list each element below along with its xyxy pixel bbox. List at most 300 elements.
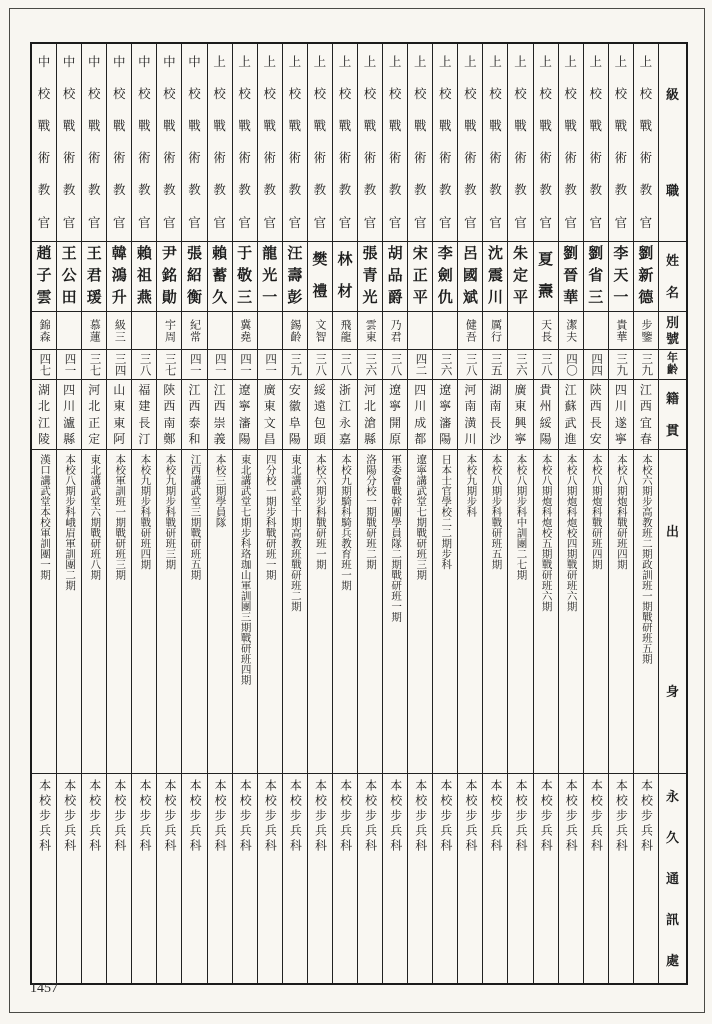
native-place-value: 陝 西 長 安 bbox=[589, 383, 602, 446]
origin-cell bbox=[534, 450, 558, 774]
alias-cell bbox=[433, 312, 457, 350]
header-alias-cell bbox=[659, 312, 686, 350]
alias-value: 錦森 bbox=[38, 318, 51, 343]
alias-value: 健吾 bbox=[464, 318, 477, 343]
age-value: 三九 bbox=[615, 353, 628, 376]
name-value: 尹 銘 勛 bbox=[161, 246, 177, 306]
age-cell bbox=[308, 350, 332, 380]
rank-value: 上 校 戰 術 教 官 bbox=[213, 54, 226, 230]
native-place-cell bbox=[559, 380, 583, 450]
origin-cell bbox=[208, 450, 232, 774]
person-column bbox=[207, 44, 232, 983]
rank-cell bbox=[258, 44, 282, 242]
address-value: 本校步兵科 bbox=[288, 779, 303, 854]
address-cell bbox=[333, 774, 357, 983]
rank-cell bbox=[634, 44, 658, 242]
alias-cell bbox=[584, 312, 608, 350]
origin-cell bbox=[333, 450, 357, 774]
alias-cell bbox=[634, 312, 658, 350]
native-place-value: 江 蘇 武 進 bbox=[564, 383, 577, 446]
name-cell bbox=[408, 242, 432, 312]
name-cell bbox=[308, 242, 332, 312]
age-value: 三七 bbox=[88, 353, 101, 376]
rank-cell bbox=[233, 44, 257, 242]
native-place-value: 廣 東 文 昌 bbox=[263, 383, 276, 446]
origin-value: 本校六期步高教班二期政訓班一期戰研班五期 bbox=[640, 454, 652, 664]
age-cell bbox=[258, 350, 282, 380]
native-place-cell bbox=[258, 380, 282, 450]
native-place-value: 四 川 遂 寧 bbox=[614, 383, 627, 446]
age-value: 四一 bbox=[188, 353, 201, 376]
header-name-cell bbox=[659, 242, 686, 312]
alias-value: 天長 bbox=[539, 318, 552, 343]
address-cell bbox=[358, 774, 382, 983]
alias-value: 紀常 bbox=[188, 318, 201, 343]
address-value: 本校步兵科 bbox=[87, 779, 102, 854]
age-value: 三八 bbox=[138, 353, 151, 376]
native-place-value: 河 南 潢 川 bbox=[464, 383, 477, 446]
origin-cell bbox=[383, 450, 407, 774]
name-cell bbox=[508, 242, 532, 312]
header-origin-cell bbox=[659, 450, 686, 774]
native-place-cell bbox=[208, 380, 232, 450]
origin-cell bbox=[57, 450, 81, 774]
age-cell bbox=[132, 350, 156, 380]
rank-value: 中 校 戰 術 教 官 bbox=[138, 54, 151, 230]
person-column bbox=[131, 44, 156, 983]
address-cell bbox=[258, 774, 282, 983]
native-place-cell bbox=[634, 380, 658, 450]
age-value: 三六 bbox=[364, 353, 377, 376]
name-cell bbox=[609, 242, 633, 312]
address-value: 本校步兵科 bbox=[388, 779, 403, 854]
name-cell bbox=[634, 242, 658, 312]
person-column bbox=[106, 44, 131, 983]
origin-value: 本校九期步科戰研班四期 bbox=[139, 454, 151, 570]
person-column bbox=[332, 44, 357, 983]
name-value: 沈 震 川 bbox=[487, 246, 503, 306]
origin-value: 本校九期步科 bbox=[465, 454, 477, 517]
native-place-cell bbox=[609, 380, 633, 450]
rank-cell bbox=[157, 44, 181, 242]
name-cell bbox=[534, 242, 558, 312]
native-place-value: 安 徽 阜 陽 bbox=[288, 383, 301, 446]
alias-cell bbox=[283, 312, 307, 350]
age-value: 三五 bbox=[489, 353, 502, 376]
rank-value: 中 校 戰 術 教 官 bbox=[113, 54, 126, 230]
rank-cell bbox=[383, 44, 407, 242]
person-column bbox=[633, 44, 658, 983]
origin-value: 本校九期騎科騎兵教育班一期 bbox=[339, 454, 351, 591]
person-column bbox=[482, 44, 507, 983]
age-cell bbox=[383, 350, 407, 380]
alias-cell bbox=[182, 312, 206, 350]
age-cell bbox=[508, 350, 532, 380]
age-cell bbox=[107, 350, 131, 380]
address-value: 本校步兵科 bbox=[639, 779, 654, 854]
address-value: 本校步兵科 bbox=[489, 779, 504, 854]
rank-value: 上 校 戰 術 教 官 bbox=[313, 54, 327, 230]
native-place-cell bbox=[157, 380, 181, 450]
origin-value: 日本士官學校二二期步科 bbox=[440, 454, 452, 570]
alias-cell bbox=[157, 312, 181, 350]
address-value: 本校步兵科 bbox=[539, 779, 554, 854]
native-place-cell bbox=[333, 380, 357, 450]
age-cell bbox=[408, 350, 432, 380]
address-cell bbox=[233, 774, 257, 983]
rank-cell bbox=[433, 44, 457, 242]
origin-value: 本校六期步科戰研班一期 bbox=[314, 454, 326, 570]
origin-cell bbox=[609, 450, 633, 774]
address-cell bbox=[283, 774, 307, 983]
address-value: 本校步兵科 bbox=[137, 779, 152, 854]
origin-value: 軍委會戰幹團學員隊二期戰研班一期 bbox=[390, 454, 402, 622]
header-age-label: 年 齡 bbox=[666, 351, 678, 377]
roster-table bbox=[30, 42, 688, 985]
alias-value: 錫齡 bbox=[288, 318, 301, 343]
name-value: 胡 品 爵 bbox=[387, 246, 403, 306]
alias-cell bbox=[383, 312, 407, 350]
origin-value: 本校八期炮科戰研班四期 bbox=[590, 454, 602, 570]
rank-value: 中 校 戰 術 教 官 bbox=[188, 54, 201, 230]
person-column bbox=[457, 44, 482, 983]
name-cell bbox=[208, 242, 232, 312]
rank-cell bbox=[559, 44, 583, 242]
alias-cell bbox=[609, 312, 633, 350]
alias-value: 慕蓮 bbox=[88, 318, 101, 343]
alias-cell bbox=[32, 312, 56, 350]
native-place-cell bbox=[483, 380, 507, 450]
address-value: 本校步兵科 bbox=[62, 779, 77, 854]
name-value: 朱 定 平 bbox=[513, 246, 529, 306]
person-column bbox=[257, 44, 282, 983]
origin-value: 漢口講武堂本校軍訓團一期 bbox=[39, 454, 51, 580]
address-cell bbox=[308, 774, 332, 983]
name-cell bbox=[584, 242, 608, 312]
rank-cell bbox=[132, 44, 156, 242]
age-value: 四七 bbox=[38, 353, 51, 376]
age-cell bbox=[32, 350, 56, 380]
address-cell bbox=[107, 774, 131, 983]
native-place-value: 遼 寧 開 原 bbox=[389, 383, 402, 446]
age-cell bbox=[609, 350, 633, 380]
header-address-cell bbox=[659, 774, 686, 983]
native-place-cell bbox=[32, 380, 56, 450]
origin-value: 本校八期炮科炮校四期戰研班六期 bbox=[565, 454, 577, 612]
origin-value: 洛陽分校一期戰研班二期 bbox=[365, 454, 377, 570]
name-value: 呂 國 斌 bbox=[462, 246, 478, 306]
address-value: 本校步兵科 bbox=[589, 779, 604, 854]
rank-value: 中 校 戰 術 教 官 bbox=[163, 54, 176, 230]
name-value: 宋 正 平 bbox=[412, 246, 428, 306]
address-cell bbox=[157, 774, 181, 983]
alias-cell bbox=[483, 312, 507, 350]
rank-value: 上 校 戰 術 教 官 bbox=[514, 54, 527, 230]
age-value: 三八 bbox=[464, 353, 477, 376]
age-cell bbox=[634, 350, 658, 380]
address-value: 本校步兵科 bbox=[614, 779, 629, 854]
native-place-cell bbox=[132, 380, 156, 450]
origin-cell bbox=[157, 450, 181, 774]
age-cell bbox=[433, 350, 457, 380]
age-value: 四一 bbox=[213, 353, 226, 376]
origin-value: 東北講武堂六期戰研班八期 bbox=[89, 454, 101, 580]
age-cell bbox=[483, 350, 507, 380]
rank-cell bbox=[408, 44, 432, 242]
name-value: 樊 禮 bbox=[312, 251, 328, 301]
native-place-value: 貴 州 綏 陽 bbox=[539, 383, 552, 446]
native-place-cell bbox=[182, 380, 206, 450]
origin-cell bbox=[32, 450, 56, 774]
address-value: 本校步兵科 bbox=[37, 779, 52, 854]
name-cell bbox=[559, 242, 583, 312]
origin-cell bbox=[559, 450, 583, 774]
name-value: 李 天 一 bbox=[613, 246, 629, 306]
table-header-column bbox=[658, 44, 686, 983]
native-place-cell bbox=[383, 380, 407, 450]
alias-value: 雲東 bbox=[364, 318, 377, 343]
address-cell bbox=[559, 774, 583, 983]
origin-cell bbox=[107, 450, 131, 774]
alias-value: 宇周 bbox=[163, 318, 176, 343]
address-cell bbox=[508, 774, 532, 983]
address-value: 本校步兵科 bbox=[438, 779, 453, 854]
alias-value: 步鑒 bbox=[639, 318, 652, 343]
rank-value: 上 校 戰 術 教 官 bbox=[589, 54, 603, 230]
origin-value: 遼寧講武堂七期戰研班三期 bbox=[415, 454, 427, 580]
address-cell bbox=[57, 774, 81, 983]
alias-value: 潔夫 bbox=[564, 318, 577, 343]
alias-cell bbox=[82, 312, 106, 350]
age-cell bbox=[559, 350, 583, 380]
native-place-value: 遼 寧 瀋 陽 bbox=[439, 383, 452, 446]
person-column bbox=[156, 44, 181, 983]
rank-cell bbox=[534, 44, 558, 242]
age-value: 三八 bbox=[389, 353, 402, 376]
name-cell bbox=[57, 242, 81, 312]
person-column bbox=[407, 44, 432, 983]
origin-value: 本校軍訓班一期戰研班三期 bbox=[114, 454, 126, 580]
age-cell bbox=[534, 350, 558, 380]
native-place-cell bbox=[508, 380, 532, 450]
address-cell bbox=[82, 774, 106, 983]
header-native-label: 籍 貫 bbox=[665, 390, 679, 439]
name-value: 張 青 光 bbox=[362, 246, 378, 306]
name-cell bbox=[32, 242, 56, 312]
alias-value: 貴華 bbox=[614, 318, 627, 343]
address-value: 本校步兵科 bbox=[413, 779, 428, 854]
name-cell bbox=[233, 242, 257, 312]
person-column bbox=[357, 44, 382, 983]
origin-value: 本校三期學員隊 bbox=[214, 454, 226, 528]
native-place-cell bbox=[82, 380, 106, 450]
address-cell bbox=[458, 774, 482, 983]
origin-cell bbox=[358, 450, 382, 774]
rank-value: 上 校 戰 術 教 官 bbox=[614, 54, 628, 230]
name-cell bbox=[82, 242, 106, 312]
alias-value: 冀堯 bbox=[238, 318, 251, 343]
origin-value: 四分校一期步科戰研班一期 bbox=[264, 454, 276, 580]
name-cell bbox=[458, 242, 482, 312]
native-place-value: 江 西 泰 和 bbox=[188, 383, 201, 446]
origin-cell bbox=[634, 450, 658, 774]
person-column bbox=[608, 44, 633, 983]
name-value: 夏 燾 bbox=[538, 251, 554, 301]
name-value: 趙 子 雲 bbox=[36, 246, 52, 306]
name-value: 李 劍 仇 bbox=[437, 246, 453, 306]
name-value: 賴 蓄 久 bbox=[212, 246, 228, 306]
origin-cell bbox=[258, 450, 282, 774]
native-place-value: 陝 西 南 鄭 bbox=[163, 383, 176, 446]
native-place-cell bbox=[283, 380, 307, 450]
person-column bbox=[307, 44, 332, 983]
alias-value: 乃君 bbox=[389, 318, 402, 343]
name-cell bbox=[182, 242, 206, 312]
name-cell bbox=[107, 242, 131, 312]
person-column bbox=[533, 44, 558, 983]
origin-cell bbox=[433, 450, 457, 774]
rank-value: 上 校 戰 術 教 官 bbox=[564, 54, 577, 230]
person-column bbox=[232, 44, 257, 983]
alias-cell bbox=[333, 312, 357, 350]
origin-value: 江西講武堂三期戰研班五期 bbox=[189, 454, 201, 580]
rank-value: 中 校 戰 術 教 官 bbox=[62, 54, 76, 230]
header-rank-label: 級 職 bbox=[665, 86, 679, 199]
age-cell bbox=[182, 350, 206, 380]
alias-cell bbox=[559, 312, 583, 350]
address-value: 本校步兵科 bbox=[564, 779, 579, 854]
rank-cell bbox=[584, 44, 608, 242]
name-cell bbox=[433, 242, 457, 312]
rank-cell bbox=[483, 44, 507, 242]
age-cell bbox=[82, 350, 106, 380]
address-cell bbox=[534, 774, 558, 983]
rank-value: 上 校 戰 術 教 官 bbox=[338, 54, 352, 230]
address-cell bbox=[634, 774, 658, 983]
rank-value: 上 校 戰 術 教 官 bbox=[238, 54, 251, 230]
name-cell bbox=[483, 242, 507, 312]
native-place-value: 江 西 宜 春 bbox=[639, 383, 652, 446]
origin-value: 東北講武堂七期步科珞珈山軍訓團三期戰研班四期 bbox=[239, 454, 251, 685]
age-value: 四一 bbox=[238, 353, 251, 376]
person-column bbox=[56, 44, 81, 983]
name-value: 于 敬 三 bbox=[237, 246, 253, 306]
age-value: 四二 bbox=[414, 353, 427, 376]
name-value: 韓 鴻 升 bbox=[111, 246, 127, 306]
origin-value: 本校八期炮科炮校五期戰研班六期 bbox=[540, 454, 552, 612]
rank-value: 上 校 戰 術 教 官 bbox=[439, 54, 452, 230]
age-value: 三七 bbox=[163, 353, 176, 376]
age-value: 三六 bbox=[439, 353, 452, 376]
origin-value: 本校九期步科戰研班三期 bbox=[164, 454, 176, 570]
header-rank-cell bbox=[659, 44, 686, 242]
alias-cell bbox=[408, 312, 432, 350]
native-place-value: 四 川 成 都 bbox=[414, 383, 427, 446]
person-column bbox=[583, 44, 608, 983]
alias-cell bbox=[308, 312, 332, 350]
origin-value: 本校八期步科戰研班五期 bbox=[490, 454, 502, 570]
native-place-value: 遼 寧 瀋 陽 bbox=[238, 383, 251, 446]
address-value: 本校步兵科 bbox=[463, 779, 478, 854]
name-value: 龍 光 一 bbox=[262, 246, 278, 306]
alias-cell bbox=[258, 312, 282, 350]
address-cell bbox=[132, 774, 156, 983]
alias-cell bbox=[534, 312, 558, 350]
rank-cell bbox=[82, 44, 106, 242]
rank-cell bbox=[609, 44, 633, 242]
alias-value: 厲行 bbox=[489, 318, 502, 343]
rank-value: 上 校 戰 術 教 官 bbox=[639, 54, 653, 230]
native-place-value: 山 東 東 阿 bbox=[113, 383, 126, 446]
rank-cell bbox=[57, 44, 81, 242]
header-name-label: 姓 名 bbox=[665, 252, 679, 301]
native-place-cell bbox=[233, 380, 257, 450]
header-address-label: 永 久 通 訊 處 bbox=[665, 789, 679, 968]
native-place-cell bbox=[433, 380, 457, 450]
name-cell bbox=[157, 242, 181, 312]
age-cell bbox=[584, 350, 608, 380]
name-value: 林 材 bbox=[337, 251, 353, 301]
native-place-value: 江 西 崇 義 bbox=[213, 383, 226, 446]
rank-cell bbox=[333, 44, 357, 242]
person-column bbox=[432, 44, 457, 983]
rank-value: 上 校 戰 術 教 官 bbox=[413, 54, 427, 230]
address-value: 本校步兵科 bbox=[338, 779, 353, 854]
name-value: 王 君 瑗 bbox=[86, 246, 102, 306]
header-age-cell bbox=[659, 350, 686, 380]
name-cell bbox=[333, 242, 357, 312]
person-column bbox=[382, 44, 407, 983]
native-place-value: 四 川 瀘 縣 bbox=[63, 383, 76, 446]
native-place-cell bbox=[57, 380, 81, 450]
name-value: 劉 省 三 bbox=[588, 246, 604, 306]
rank-value: 上 校 戰 術 教 官 bbox=[288, 54, 302, 230]
header-native-cell bbox=[659, 380, 686, 450]
address-cell bbox=[208, 774, 232, 983]
origin-cell bbox=[458, 450, 482, 774]
native-place-value: 湖 南 長 沙 bbox=[489, 383, 502, 446]
alias-cell bbox=[132, 312, 156, 350]
address-value: 本校步兵科 bbox=[163, 779, 178, 854]
person-column bbox=[558, 44, 583, 983]
origin-value: 東北講武堂十期高教班戰研班二期 bbox=[289, 454, 301, 612]
address-cell bbox=[383, 774, 407, 983]
native-place-value: 河 北 滄 縣 bbox=[364, 383, 377, 446]
age-cell bbox=[208, 350, 232, 380]
origin-cell bbox=[82, 450, 106, 774]
age-cell bbox=[57, 350, 81, 380]
age-cell bbox=[233, 350, 257, 380]
rank-value: 上 校 戰 術 教 官 bbox=[489, 54, 502, 230]
origin-cell bbox=[508, 450, 532, 774]
rank-cell bbox=[182, 44, 206, 242]
age-value: 三九 bbox=[289, 353, 302, 376]
name-value: 張 紹 衡 bbox=[187, 246, 203, 306]
origin-cell bbox=[408, 450, 432, 774]
native-place-cell bbox=[534, 380, 558, 450]
alias-cell bbox=[208, 312, 232, 350]
address-value: 本校步兵科 bbox=[514, 779, 529, 854]
header-alias-label: 別 號 bbox=[665, 314, 679, 347]
address-value: 本校步兵科 bbox=[238, 779, 253, 854]
age-value: 四四 bbox=[590, 353, 603, 376]
native-place-value: 浙 江 永 嘉 bbox=[338, 383, 351, 446]
name-value: 劉 晉 華 bbox=[563, 246, 579, 306]
header-origin-label: 出 身 bbox=[665, 524, 679, 699]
person-column bbox=[282, 44, 307, 983]
alias-value: 飛龍 bbox=[339, 318, 352, 343]
rank-value: 上 校 戰 術 教 官 bbox=[363, 54, 377, 230]
